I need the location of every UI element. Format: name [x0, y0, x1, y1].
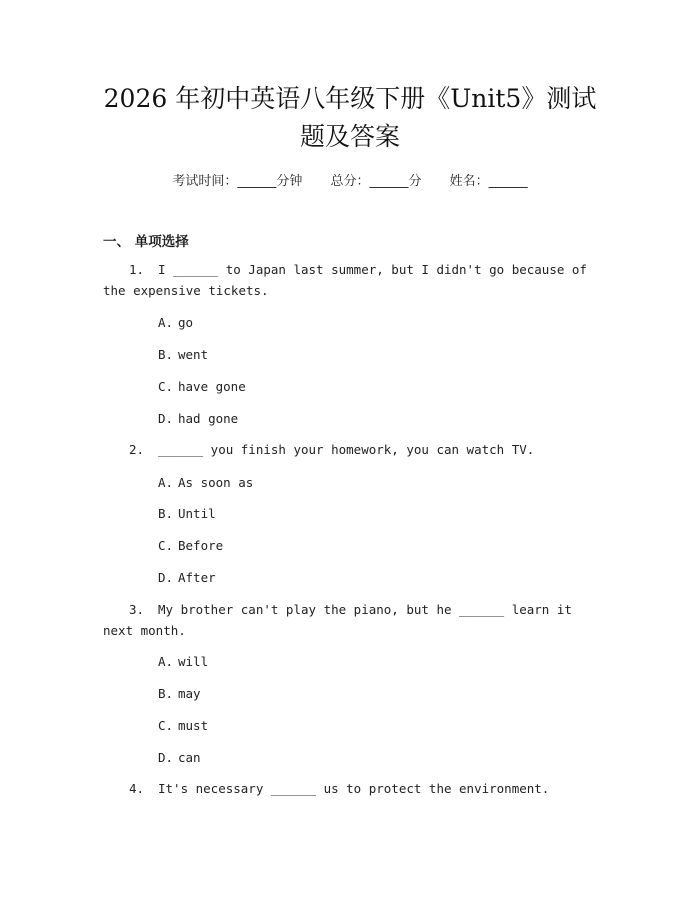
option-2c: C. Before: [158, 538, 224, 553]
option-3b: B. may: [158, 686, 201, 701]
question-text: My brother can't play the piano, but he ______ learn it next month.: [103, 602, 572, 638]
section-heading: 一、 单项选择: [103, 234, 189, 250]
option-3d: D. can: [158, 750, 201, 765]
question-2: [103, 439, 593, 460]
question-number: 1.: [129, 262, 145, 277]
exam-time: 考试时间：______分钟: [172, 174, 303, 189]
question-number: 3.: [129, 602, 145, 617]
question-number: 4.: [129, 781, 145, 796]
option-3c: C. must: [158, 718, 209, 733]
option-3a: A. will: [158, 654, 209, 669]
question-3: [103, 599, 593, 641]
option-2d: D. After: [158, 570, 216, 585]
option-2b: B. Until: [158, 506, 216, 521]
option-1d: D. had gone: [158, 411, 239, 426]
option-1c: C. have gone: [158, 379, 246, 394]
title-line-2: 题及答案: [299, 122, 400, 151]
option-1b: B. went: [158, 347, 209, 362]
title-line-1: 2026 年初中英语八年级下册《Unit5》测试: [103, 84, 597, 113]
option-1a: A. go: [158, 315, 194, 330]
exam-total-score: 总分：______分: [330, 174, 422, 189]
student-name: 姓名：______: [449, 174, 528, 189]
question-text: It's necessary ______ us to protect the environment.: [158, 781, 550, 796]
question-text: ______ you finish your homework, you can watch TV.: [158, 442, 535, 457]
question-1: [103, 259, 593, 301]
exam-meta: [0, 170, 700, 189]
question-text: I ______ to Japan last summer, but I didn't go because of the expensive tickets.: [103, 262, 587, 298]
question-number: 2.: [129, 442, 145, 457]
question-4: [103, 778, 593, 799]
page-title: [60, 80, 640, 156]
option-2a: A. As soon as: [158, 475, 254, 490]
